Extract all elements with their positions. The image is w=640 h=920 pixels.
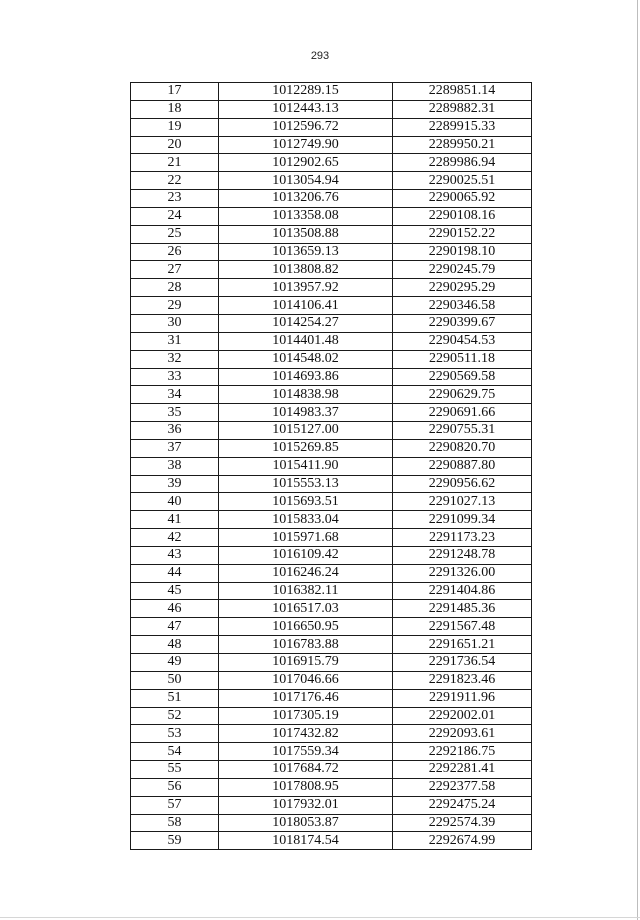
- point-number-cell: 53: [131, 725, 219, 743]
- point-number-cell: 49: [131, 654, 219, 672]
- x-coordinate-cell: 1016382.11: [219, 582, 393, 600]
- page-number: 293: [310, 50, 330, 62]
- x-coordinate-cell: 1017932.01: [219, 796, 393, 814]
- point-number-cell: 31: [131, 332, 219, 350]
- table-row: [131, 564, 532, 582]
- y-coordinate-cell: 2290691.66: [393, 404, 532, 422]
- table-row: [131, 332, 532, 350]
- table-row: [131, 582, 532, 600]
- table-row: [131, 600, 532, 618]
- point-number-cell: 25: [131, 225, 219, 243]
- x-coordinate-cell: 1017176.46: [219, 689, 393, 707]
- page-edge-bottom: [0, 917, 640, 918]
- table-row: [131, 832, 532, 850]
- point-number-cell: 55: [131, 761, 219, 779]
- point-number-cell: 50: [131, 671, 219, 689]
- y-coordinate-cell: 2290346.58: [393, 297, 532, 315]
- x-coordinate-cell: 1015553.13: [219, 475, 393, 493]
- x-coordinate-cell: 1015693.51: [219, 493, 393, 511]
- table-row: [131, 814, 532, 832]
- y-coordinate-cell: 2289851.14: [393, 83, 532, 101]
- x-coordinate-cell: 1017046.66: [219, 671, 393, 689]
- point-number-cell: 32: [131, 350, 219, 368]
- table-row: [131, 493, 532, 511]
- point-number-cell: 37: [131, 439, 219, 457]
- x-coordinate-cell: 1017432.82: [219, 725, 393, 743]
- y-coordinate-cell: 2291326.00: [393, 564, 532, 582]
- y-coordinate-cell: 2290454.53: [393, 332, 532, 350]
- table-row: [131, 207, 532, 225]
- point-number-cell: 47: [131, 618, 219, 636]
- table-row: [131, 314, 532, 332]
- table-row: [131, 83, 532, 101]
- table-row: [131, 118, 532, 136]
- point-number-cell: 41: [131, 511, 219, 529]
- y-coordinate-cell: 2291099.34: [393, 511, 532, 529]
- x-coordinate-cell: 1014693.86: [219, 368, 393, 386]
- y-coordinate-cell: 2292002.01: [393, 707, 532, 725]
- y-coordinate-cell: 2291248.78: [393, 546, 532, 564]
- x-coordinate-cell: 1016109.42: [219, 546, 393, 564]
- y-coordinate-cell: 2292475.24: [393, 796, 532, 814]
- y-coordinate-cell: 2291485.36: [393, 600, 532, 618]
- x-coordinate-cell: 1016650.95: [219, 618, 393, 636]
- x-coordinate-cell: 1014401.48: [219, 332, 393, 350]
- x-coordinate-cell: 1018053.87: [219, 814, 393, 832]
- table-row: [131, 243, 532, 261]
- point-number-cell: 18: [131, 100, 219, 118]
- point-number-cell: 54: [131, 743, 219, 761]
- x-coordinate-cell: 1013659.13: [219, 243, 393, 261]
- x-coordinate-cell: 1015411.90: [219, 457, 393, 475]
- table-row: [131, 743, 532, 761]
- x-coordinate-cell: 1014548.02: [219, 350, 393, 368]
- y-coordinate-cell: 2291823.46: [393, 671, 532, 689]
- x-coordinate-cell: 1012749.90: [219, 136, 393, 154]
- y-coordinate-cell: 2291911.96: [393, 689, 532, 707]
- table-row: [131, 546, 532, 564]
- x-coordinate-cell: 1015971.68: [219, 529, 393, 547]
- table-row: [131, 707, 532, 725]
- y-coordinate-cell: 2291736.54: [393, 654, 532, 672]
- table-row: [131, 190, 532, 208]
- table-row: [131, 618, 532, 636]
- point-number-cell: 26: [131, 243, 219, 261]
- table-row: [131, 511, 532, 529]
- coordinates-table: [130, 82, 532, 850]
- x-coordinate-cell: 1012902.65: [219, 154, 393, 172]
- point-number-cell: 23: [131, 190, 219, 208]
- table-row: [131, 636, 532, 654]
- x-coordinate-cell: 1016246.24: [219, 564, 393, 582]
- x-coordinate-cell: 1017684.72: [219, 761, 393, 779]
- x-coordinate-cell: 1016517.03: [219, 600, 393, 618]
- table-row: [131, 136, 532, 154]
- y-coordinate-cell: 2292281.41: [393, 761, 532, 779]
- y-coordinate-cell: 2291027.13: [393, 493, 532, 511]
- point-number-cell: 57: [131, 796, 219, 814]
- x-coordinate-cell: 1013808.82: [219, 261, 393, 279]
- page-edge-right: [637, 0, 638, 920]
- x-coordinate-cell: 1014838.98: [219, 386, 393, 404]
- table-row: [131, 671, 532, 689]
- table-row: [131, 529, 532, 547]
- point-number-cell: 33: [131, 368, 219, 386]
- x-coordinate-cell: 1016783.88: [219, 636, 393, 654]
- y-coordinate-cell: 2291651.21: [393, 636, 532, 654]
- x-coordinate-cell: 1015269.85: [219, 439, 393, 457]
- point-number-cell: 44: [131, 564, 219, 582]
- y-coordinate-cell: 2289915.33: [393, 118, 532, 136]
- y-coordinate-cell: 2290755.31: [393, 422, 532, 440]
- point-number-cell: 21: [131, 154, 219, 172]
- y-coordinate-cell: 2292674.99: [393, 832, 532, 850]
- point-number-cell: 45: [131, 582, 219, 600]
- x-coordinate-cell: 1015833.04: [219, 511, 393, 529]
- table-row: [131, 368, 532, 386]
- point-number-cell: 39: [131, 475, 219, 493]
- y-coordinate-cell: 2289950.21: [393, 136, 532, 154]
- table-row: [131, 796, 532, 814]
- table-row: [131, 654, 532, 672]
- table-row: [131, 761, 532, 779]
- table-row: [131, 279, 532, 297]
- y-coordinate-cell: 2292093.61: [393, 725, 532, 743]
- table-row: [131, 778, 532, 796]
- point-number-cell: 46: [131, 600, 219, 618]
- x-coordinate-cell: 1012596.72: [219, 118, 393, 136]
- table-row: [131, 225, 532, 243]
- x-coordinate-cell: 1012443.13: [219, 100, 393, 118]
- table-row: [131, 386, 532, 404]
- table-row: [131, 154, 532, 172]
- y-coordinate-cell: 2290152.22: [393, 225, 532, 243]
- y-coordinate-cell: 2290025.51: [393, 172, 532, 190]
- point-number-cell: 56: [131, 778, 219, 796]
- table-row: [131, 457, 532, 475]
- point-number-cell: 58: [131, 814, 219, 832]
- y-coordinate-cell: 2292186.75: [393, 743, 532, 761]
- x-coordinate-cell: 1013054.94: [219, 172, 393, 190]
- point-number-cell: 36: [131, 422, 219, 440]
- point-number-cell: 29: [131, 297, 219, 315]
- point-number-cell: 28: [131, 279, 219, 297]
- y-coordinate-cell: 2290956.62: [393, 475, 532, 493]
- x-coordinate-cell: 1014983.37: [219, 404, 393, 422]
- point-number-cell: 48: [131, 636, 219, 654]
- point-number-cell: 52: [131, 707, 219, 725]
- point-number-cell: 35: [131, 404, 219, 422]
- y-coordinate-cell: 2290399.67: [393, 314, 532, 332]
- table-row: [131, 475, 532, 493]
- point-number-cell: 19: [131, 118, 219, 136]
- point-number-cell: 51: [131, 689, 219, 707]
- y-coordinate-cell: 2290108.16: [393, 207, 532, 225]
- y-coordinate-cell: 2290065.92: [393, 190, 532, 208]
- point-number-cell: 24: [131, 207, 219, 225]
- y-coordinate-cell: 2290629.75: [393, 386, 532, 404]
- table-row: [131, 439, 532, 457]
- table-row: [131, 297, 532, 315]
- table-row: [131, 100, 532, 118]
- x-coordinate-cell: 1013358.08: [219, 207, 393, 225]
- point-number-cell: 22: [131, 172, 219, 190]
- x-coordinate-cell: 1013206.76: [219, 190, 393, 208]
- point-number-cell: 30: [131, 314, 219, 332]
- x-coordinate-cell: 1017808.95: [219, 778, 393, 796]
- y-coordinate-cell: 2292377.58: [393, 778, 532, 796]
- table-row: [131, 689, 532, 707]
- point-number-cell: 20: [131, 136, 219, 154]
- x-coordinate-cell: 1015127.00: [219, 422, 393, 440]
- x-coordinate-cell: 1016915.79: [219, 654, 393, 672]
- y-coordinate-cell: 2291567.48: [393, 618, 532, 636]
- point-number-cell: 59: [131, 832, 219, 850]
- x-coordinate-cell: 1013508.88: [219, 225, 393, 243]
- point-number-cell: 38: [131, 457, 219, 475]
- y-coordinate-cell: 2289882.31: [393, 100, 532, 118]
- y-coordinate-cell: 2290887.80: [393, 457, 532, 475]
- point-number-cell: 27: [131, 261, 219, 279]
- point-number-cell: 34: [131, 386, 219, 404]
- table-row: [131, 725, 532, 743]
- x-coordinate-cell: 1013957.92: [219, 279, 393, 297]
- y-coordinate-cell: 2290198.10: [393, 243, 532, 261]
- x-coordinate-cell: 1018174.54: [219, 832, 393, 850]
- point-number-cell: 17: [131, 83, 219, 101]
- x-coordinate-cell: 1014254.27: [219, 314, 393, 332]
- y-coordinate-cell: 2289986.94: [393, 154, 532, 172]
- coordinates-table-body: [131, 83, 532, 850]
- y-coordinate-cell: 2290245.79: [393, 261, 532, 279]
- y-coordinate-cell: 2292574.39: [393, 814, 532, 832]
- x-coordinate-cell: 1012289.15: [219, 83, 393, 101]
- y-coordinate-cell: 2290295.29: [393, 279, 532, 297]
- x-coordinate-cell: 1017559.34: [219, 743, 393, 761]
- point-number-cell: 43: [131, 546, 219, 564]
- x-coordinate-cell: 1017305.19: [219, 707, 393, 725]
- table-row: [131, 422, 532, 440]
- y-coordinate-cell: 2291404.86: [393, 582, 532, 600]
- point-number-cell: 40: [131, 493, 219, 511]
- y-coordinate-cell: 2290511.18: [393, 350, 532, 368]
- x-coordinate-cell: 1014106.41: [219, 297, 393, 315]
- table-row: [131, 261, 532, 279]
- table-row: [131, 172, 532, 190]
- y-coordinate-cell: 2290820.70: [393, 439, 532, 457]
- y-coordinate-cell: 2290569.58: [393, 368, 532, 386]
- point-number-cell: 42: [131, 529, 219, 547]
- table-row: [131, 404, 532, 422]
- table-row: [131, 350, 532, 368]
- y-coordinate-cell: 2291173.23: [393, 529, 532, 547]
